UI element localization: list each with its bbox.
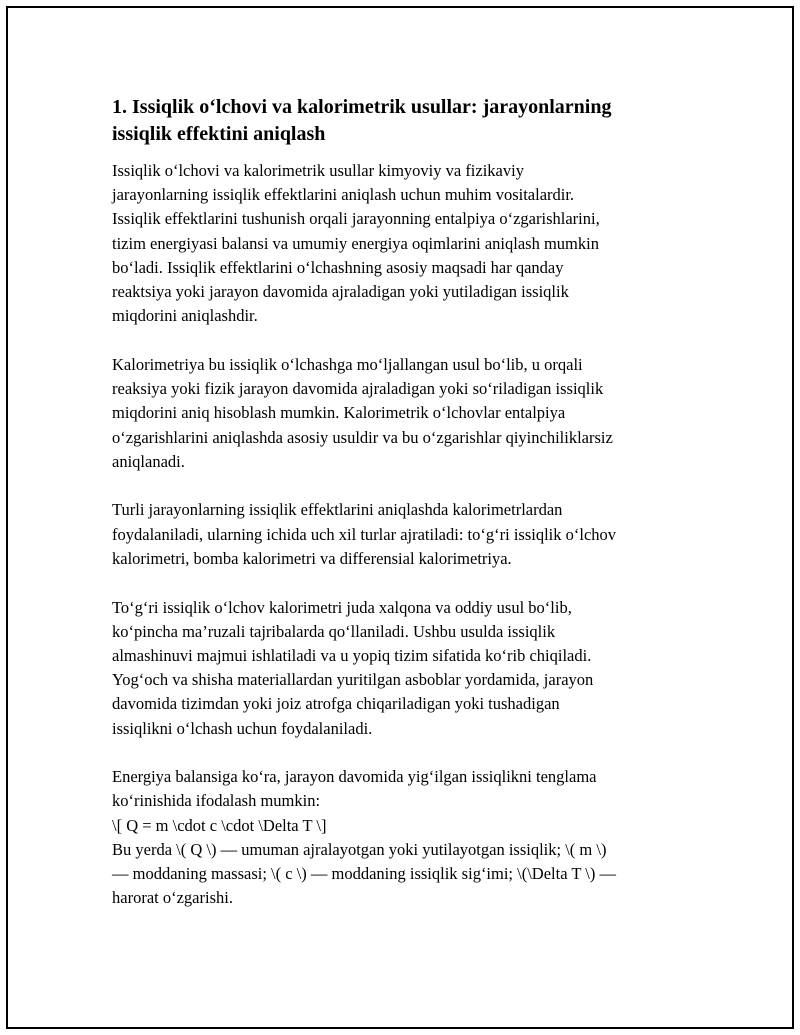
text-line: — moddaning massasi; \( c \) — moddaning issiqlik sig‘imi; \(\Delta T \) — — [112, 864, 616, 884]
paragraph-direct-calorimeter — [112, 596, 697, 741]
text-line: Energiya balansiga ko‘ra, jarayon davomida yig‘ilgan issiqlikni tenglama — [112, 767, 597, 787]
text-line: almashinuvi majmui ishlatiladi va u yopiq tizim sifatida ko‘rib chiqiladi. — [112, 645, 592, 665]
formula-line: \[ Q = m \cdot c \cdot \Delta T \] — [112, 815, 327, 835]
text-line: kalorimetri, bomba kalorimetri va differensial kalorimetriya. — [112, 548, 512, 568]
text-line: bo‘ladi. Issiqlik effektlarini o‘lchashning asosiy maqsadi har qanday — [112, 257, 564, 277]
text-line: aniqlanadi. — [112, 451, 185, 471]
section-heading — [112, 94, 697, 148]
text-line: reaktsiya yoki jarayon davomida ajraladigan yoki yutiladigan issiqlik — [112, 282, 569, 302]
text-line: issiqlikni o‘lchash uchun foydalaniladi. — [112, 718, 373, 738]
text-line: o‘zgarishlarini aniqlashda asosiy usuldir va bu o‘zgarishlar qiyinchiliklarsiz — [112, 427, 613, 447]
text-line: davomida tizimdan yoki joiz atrofga chiqariladigan yoki tushadigan — [112, 694, 560, 714]
heading-line: issiqlik effektini aniqlash — [112, 123, 326, 145]
text-line: ko‘rinishida ifodalash mumkin: — [112, 791, 321, 811]
text-line: Bu yerda \( Q \) — umuman ajralayotgan yoki yutilayotgan issiqlik; \( m \) — [112, 839, 607, 859]
text-line: harorat o‘zgarishi. — [112, 888, 233, 908]
text-line: jarayonlarning issiqlik effektlarini aniqlash uchun muhim vositalardir. — [112, 185, 575, 205]
text-line: miqdorini aniq hisoblash mumkin. Kalorimetrik o‘lchovlar entalpiya — [112, 403, 566, 423]
text-line: Yog‘och va shisha materiallardan yuritilgan asboblar yordamida, jarayon — [112, 670, 594, 690]
document-body — [112, 94, 697, 910]
paragraph-intro — [112, 159, 697, 328]
text-line: miqdorini aniqlashdir. — [112, 306, 258, 326]
text-line: Turli jarayonlarning issiqlik effektlarini aniqlashda kalorimetrlardan — [112, 500, 563, 520]
text-line: ko‘pincha ma’ruzali tajribalarda qo‘llaniladi. Ushbu usulda issiqlik — [112, 621, 556, 641]
text-line: Kalorimetriya bu issiqlik o‘lchashga mo‘ljallangan usul bo‘lib, u orqali — [112, 354, 583, 374]
heading-line: 1. Issiqlik o‘lchovi va kalorimetrik usullar: jarayonlarning — [112, 96, 612, 118]
text-line: tizim energiyasi balansi va umumiy energiya oqimlarini aniqlash mumkin — [112, 233, 599, 253]
paragraph-calorimeter-types — [112, 498, 697, 571]
text-line: foydalaniladi, ularning ichida uch xil turlar ajratiladi: to‘g‘ri issiqlik o‘lchov — [112, 524, 617, 544]
text-line: reaksiya yoki fizik jarayon davomida ajraladigan yoki so‘riladigan issiqlik — [112, 379, 604, 399]
text-line: Issiqlik effektlarini tushunish orqali jarayonning entalpiya o‘zgarishlarini, — [112, 209, 600, 229]
text-line: Issiqlik o‘lchovi va kalorimetrik usullar kimyoviy va fizikaviy — [112, 161, 524, 180]
paragraph-energy-balance — [112, 765, 697, 910]
text-line: To‘g‘ri issiqlik o‘lchov kalorimetri juda xalqona va oddiy usul bo‘lib, — [112, 597, 572, 617]
paragraph-calorimetry — [112, 353, 697, 474]
